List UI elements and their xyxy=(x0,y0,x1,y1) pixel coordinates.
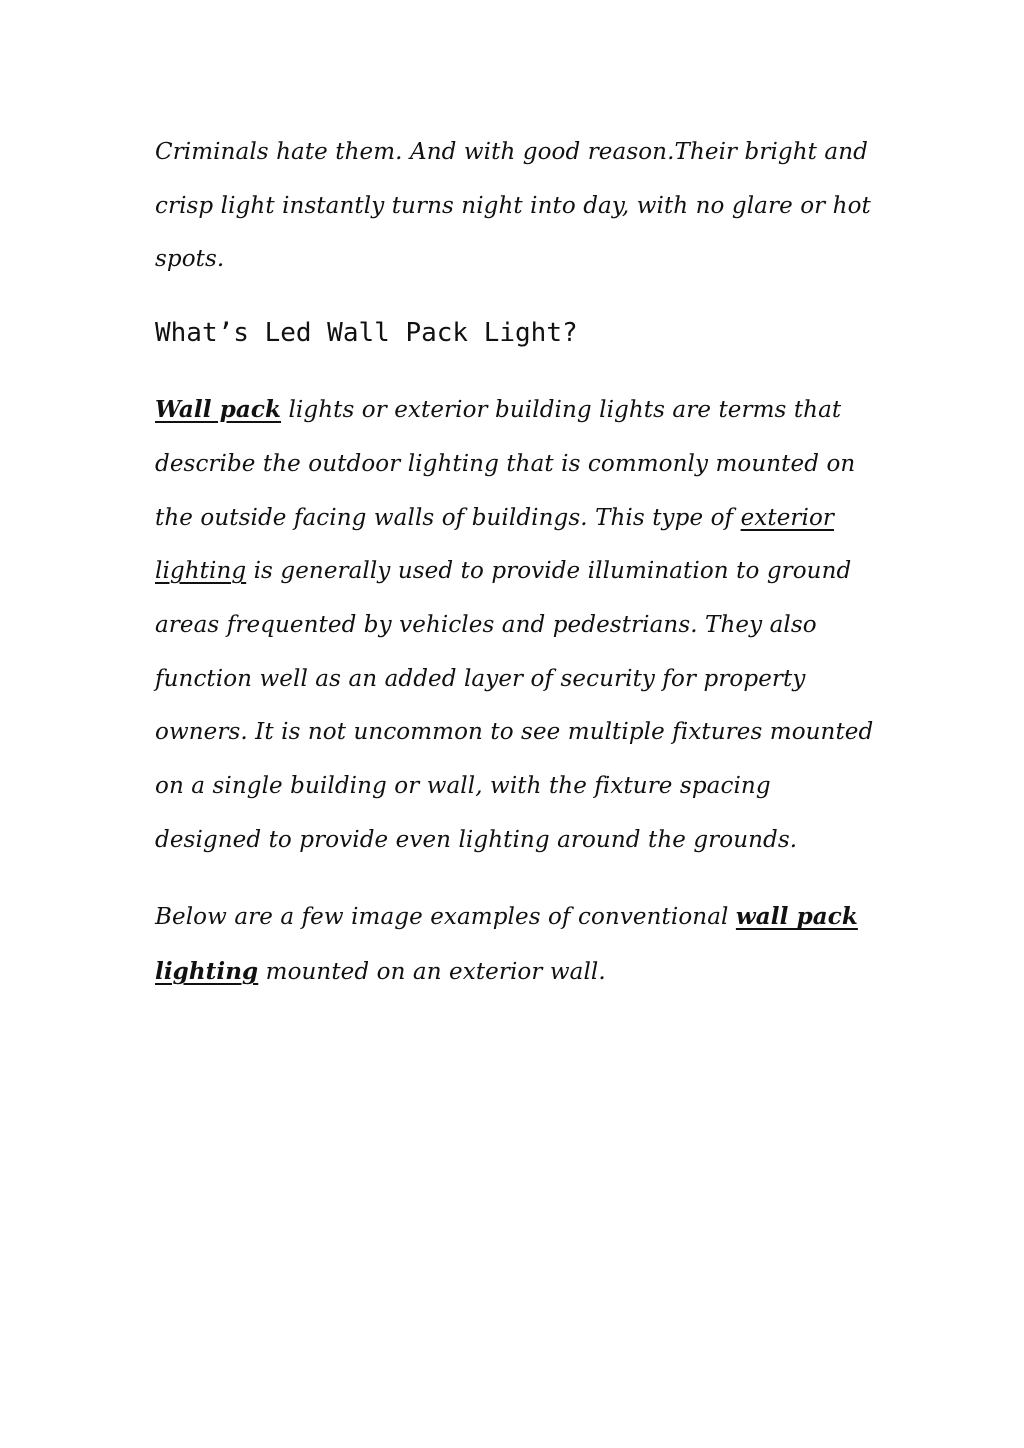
wall-pack-lighting-link[interactable]: wall pack lighting xyxy=(155,903,858,986)
definition-text-1: lights or exterior building lights are terms that describe the outdoor lighting that is commonly mounted on the outside facing walls of buildings. This type of xyxy=(155,397,856,531)
exterior-lighting-link[interactable]: exterior lighting xyxy=(155,504,834,585)
intro-text: Criminals hate them. And with good reason.Their bright and crisp light instantly turns night into day, with no glare or hot spots. xyxy=(155,139,871,273)
section-heading: What’s Led Wall Pack Light? xyxy=(155,318,578,349)
examples-paragraph xyxy=(155,890,877,999)
definition-text-2: is generally used to provide illumination to ground areas frequented by vehicles and pedestrians. They also function well as an added layer of security for property owners. It is not uncommon to see multiple fixtures mounted on a single building or wall, with the fixture spacing designed to provide even lighting around the grounds. xyxy=(155,558,874,853)
intro-paragraph xyxy=(155,126,877,287)
examples-text-1: Below are a few image examples of conventional xyxy=(155,904,736,931)
examples-text-2: mounted on an exterior wall. xyxy=(258,959,606,986)
document-content xyxy=(155,126,877,1000)
definition-paragraph xyxy=(155,383,877,867)
wall-pack-link[interactable]: Wall pack xyxy=(155,396,282,424)
